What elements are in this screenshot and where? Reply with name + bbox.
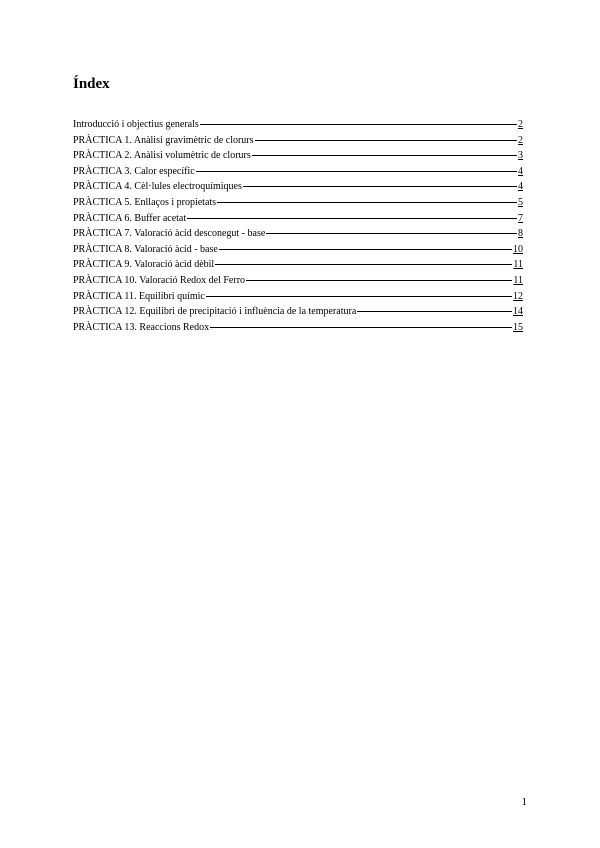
toc-leader-line bbox=[252, 154, 517, 156]
toc-entry-page: 5 bbox=[518, 196, 523, 208]
toc-leader-line bbox=[200, 123, 517, 125]
toc-entry[interactable] bbox=[73, 211, 523, 227]
table-of-contents bbox=[73, 117, 523, 335]
toc-entry[interactable] bbox=[73, 164, 523, 180]
toc-entry-label: PRÀCTICA 11. Equilibri químic bbox=[73, 290, 205, 302]
toc-entry-label: PRÀCTICA 9. Valoració àcid dèbil bbox=[73, 259, 215, 271]
toc-entry-label: PRÀCTICA 5. Enllaços i propietats bbox=[73, 196, 217, 208]
toc-entry-label: PRÀCTICA 10. Valoració Redox del Ferro bbox=[73, 274, 246, 286]
toc-leader-line bbox=[210, 326, 512, 328]
toc-entry-label: PRÀCTICA 7. Valoració àcid desconegut - base bbox=[73, 228, 266, 240]
toc-entry-page: 11 bbox=[513, 274, 523, 286]
toc-entry[interactable] bbox=[73, 257, 523, 273]
page-title: Índex bbox=[73, 76, 110, 92]
toc-entry-page: 8 bbox=[518, 228, 523, 240]
toc-entry-page: 10 bbox=[513, 243, 523, 255]
toc-entry[interactable] bbox=[73, 242, 523, 258]
toc-entry[interactable] bbox=[73, 304, 523, 320]
toc-entry[interactable] bbox=[73, 117, 523, 133]
toc-entry[interactable] bbox=[73, 289, 523, 305]
toc-leader-line bbox=[217, 201, 517, 203]
toc-leader-line bbox=[196, 170, 517, 172]
toc-entry-label: PRÀCTICA 6. Buffer acetat bbox=[73, 212, 187, 224]
toc-leader-line bbox=[266, 232, 517, 234]
toc-entry-label: PRÀCTICA 3. Calor específic bbox=[73, 165, 195, 177]
toc-entry-page: 11 bbox=[513, 259, 523, 271]
toc-entry-page: 4 bbox=[518, 181, 523, 193]
toc-entry-label: Introducció i objectius generals bbox=[73, 119, 199, 130]
toc-entry-page: 4 bbox=[518, 165, 523, 177]
toc-leader-line bbox=[206, 295, 512, 297]
toc-entry-page: 7 bbox=[518, 212, 523, 224]
toc-entry-label: PRÀCTICA 13. Reaccions Redox bbox=[73, 321, 210, 333]
toc-entry-page: 15 bbox=[513, 321, 523, 333]
toc-leader-line bbox=[215, 263, 512, 265]
toc-leader-line bbox=[219, 248, 512, 250]
page-number: 1 bbox=[521, 796, 527, 808]
toc-entry[interactable] bbox=[73, 179, 523, 195]
toc-entry-label: PRÀCTICA 4. Cèl·lules electroquímiques bbox=[73, 181, 242, 193]
toc-entry[interactable] bbox=[73, 320, 523, 336]
toc-leader-line bbox=[187, 217, 517, 219]
toc-entry[interactable] bbox=[73, 226, 523, 242]
toc-entry[interactable] bbox=[73, 133, 523, 149]
toc-leader-line bbox=[246, 279, 512, 281]
toc-entry-page: 2 bbox=[518, 119, 523, 130]
toc-leader-line bbox=[255, 139, 517, 141]
toc-entry-label: PRÀCTICA 12. Equilibri de precipitació i influència de la temperatura bbox=[73, 306, 357, 318]
toc-entry-page: 12 bbox=[513, 290, 523, 302]
toc-entry-label: PRÀCTICA 8. Valoració àcid - base bbox=[73, 243, 218, 255]
toc-leader-line bbox=[243, 185, 517, 187]
toc-entry-page: 14 bbox=[513, 306, 523, 318]
toc-entry-page: 3 bbox=[518, 150, 523, 162]
toc-leader-line bbox=[357, 310, 512, 312]
toc-entry-label: PRÀCTICA 2. Anàlisi volumètric de clorurs bbox=[73, 150, 251, 162]
toc-entry[interactable] bbox=[73, 273, 523, 289]
toc-entry[interactable] bbox=[73, 148, 523, 164]
toc-entry-page: 2 bbox=[518, 134, 523, 146]
toc-entry[interactable] bbox=[73, 195, 523, 211]
toc-entry-label: PRÀCTICA 1. Anàlisi gravimètric de clorurs bbox=[73, 134, 254, 146]
